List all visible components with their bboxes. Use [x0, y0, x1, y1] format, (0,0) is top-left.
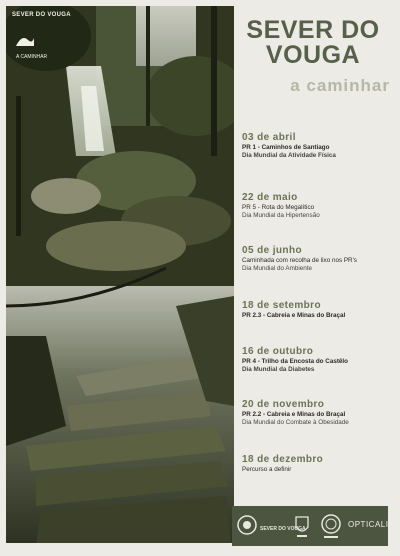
event-item [242, 245, 392, 273]
poster-subtitle: a caminhar [290, 76, 390, 95]
title-line-1: SEVER DO [246, 16, 380, 44]
photo-collage [6, 6, 234, 543]
mini-brand-title: SEVER DO VOUGA [12, 12, 71, 18]
event-route: Caminhada com recolha de lixo nos PR's [242, 257, 357, 264]
event-date: 05 de junho [242, 245, 302, 256]
event-item [242, 454, 392, 474]
event-date: 18 de dezembro [242, 454, 324, 465]
event-date: 22 de maio [242, 192, 298, 203]
hiker-logo-icon [14, 32, 36, 50]
event-date: 16 de outubro [242, 346, 314, 357]
right-column [234, 6, 394, 543]
event-route: PR 1 - Caminhos de Santiago [242, 144, 330, 151]
event-date: 03 de abril [242, 132, 296, 143]
event-route: PR 5 - Rota do Megalítico [242, 204, 315, 211]
event-note: Dia Mundial do Combate à Obesidade [242, 419, 349, 426]
mini-brand [12, 12, 71, 60]
event-item [242, 192, 392, 220]
event-note: Dia Mundial da Hipertensão [242, 212, 320, 219]
event-route: PR 2.2 - Cabreia e Minas do Braçal [242, 411, 346, 418]
event-note: Dia Mundial da Atividade Física [242, 152, 336, 159]
event-route: PR 2.3 - Cabreia e Minas do Braçal [242, 312, 346, 319]
parish-crest-icon [292, 511, 312, 541]
municipality-seal-icon [236, 511, 258, 541]
partner-circle-logo-icon [320, 511, 342, 541]
title-line-2: VOUGA [265, 41, 361, 69]
event-route: Percurso a definir [242, 466, 292, 473]
event-item [242, 300, 392, 320]
municipality-label: SEVER DO VOUGA [260, 526, 306, 532]
mini-brand-subtitle: A CAMINHAR [16, 54, 48, 60]
event-date: 20 de novembro [242, 399, 325, 410]
event-note: Dia Mundial do Ambiente [242, 265, 313, 272]
event-note: Dia Mundial da Diabetes [242, 366, 315, 373]
event-item [242, 132, 392, 160]
nature-photo [6, 6, 234, 543]
poster-title [238, 18, 388, 68]
sponsor-strip [232, 506, 395, 546]
opticalia-logo: OPTICALIA [348, 520, 395, 529]
event-item [242, 399, 392, 427]
event-item [242, 346, 392, 374]
event-route: PR 4 - Trilho da Encosta do Castêlo [242, 358, 349, 365]
event-date: 18 de setembro [242, 300, 321, 311]
